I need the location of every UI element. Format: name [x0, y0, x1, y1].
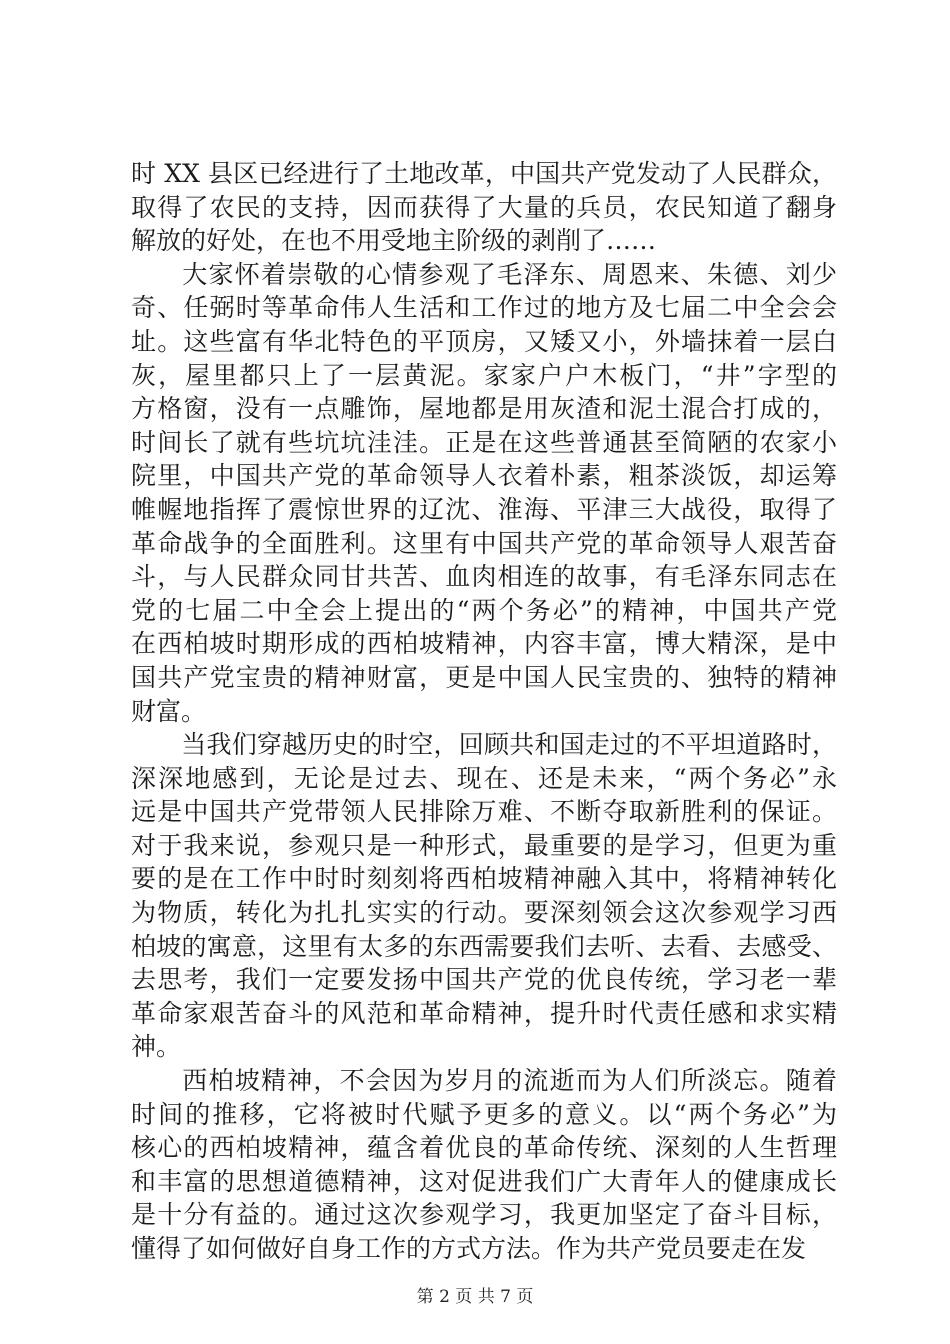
line-text: 帷幄地指挥了震惊世界的辽沈、淮海、平津三大战役，取得了	[131, 494, 837, 524]
line-text: 深深地感到，无论是过去、现在、还是未来，“两个务必”永	[131, 763, 837, 793]
paragraph	[131, 1064, 837, 1266]
line-text: 要的是在工作中时时刻刻将西柏坡精神融入其中，将精神转化	[131, 864, 837, 894]
text-line	[131, 359, 837, 393]
text-line	[131, 1198, 837, 1232]
text-line	[131, 627, 837, 661]
line-text: 财富。	[131, 696, 207, 726]
text-line	[131, 1030, 837, 1064]
line-text: 神。	[131, 1032, 182, 1062]
line-text: 斗，与人民群众同甘共苦、血肉相连的故事，有毛泽东同志在	[131, 562, 837, 592]
line-text: 国共产党宝贵的精神财富，更是中国人民宝贵的、独特的精神	[131, 662, 837, 692]
line-text: 当我们穿越历史的时空，回顾共和国走过的不平坦道路时，	[181, 730, 837, 760]
text-line	[131, 1064, 837, 1098]
text-line	[131, 1165, 837, 1199]
line-text: 去思考，我们一定要发扬中国共产党的优良传统，学习老一辈	[131, 965, 837, 995]
text-line	[131, 1232, 837, 1266]
line-text: 灰，屋里都只上了一层黄泥。家家户户木板门，“井”字型的	[131, 360, 837, 390]
line-text: 取得了农民的支持，因而获得了大量的兵员，农民知道了翻身	[131, 192, 837, 222]
line-text: 革命家艰苦奋斗的风范和革命精神，提升时代责任感和求实精	[131, 998, 837, 1028]
text-line	[131, 762, 837, 796]
text-line	[131, 594, 837, 628]
text-line	[131, 896, 837, 930]
line-text: 核心的西柏坡精神，蕴含着优良的革命传统、深刻的人生哲理	[131, 1133, 837, 1163]
text-line	[131, 258, 837, 292]
text-line	[131, 862, 837, 896]
paragraph	[131, 157, 837, 258]
document-body	[131, 157, 837, 1266]
text-line	[131, 795, 837, 829]
line-text: 时间长了就有些坑坑洼洼。正是在这些普通甚至简陋的农家小	[131, 427, 837, 457]
line-text: 懂得了如何做好自身工作的方式方法。作为共产党员要走在发	[131, 1234, 807, 1263]
text-line	[131, 191, 837, 225]
line-text: 为物质，转化为扎扎实实的行动。要深刻领会这次参观学习西	[131, 898, 837, 928]
line-text: 大家怀着崇敬的心情参观了毛泽东、周恩来、朱德、刘少	[181, 259, 837, 289]
line-text: 址。这些富有华北特色的平顶房，又矮又小，外墙抹着一层白	[131, 326, 837, 356]
text-line	[131, 930, 837, 964]
text-line	[131, 728, 837, 762]
text-line	[131, 997, 837, 1031]
line-text: 革命战争的全面胜利。这里有中国共产党的革命领导人艰苦奋	[131, 528, 837, 558]
line-text: 奇、任弼时等革命伟人生活和工作过的地方及七届二中全会会	[131, 293, 837, 323]
line-text: 远是中国共产党带领人民排除万难、不断夺取新胜利的保证。	[131, 797, 837, 827]
line-text: 和丰富的思想道德精神，这对促进我们广大青年人的健康成长	[131, 1166, 837, 1196]
line-text: 对于我来说，参观只是一种形式，最重要的是学习，但更为重	[131, 830, 837, 860]
line-text: 时 XX 县区已经进行了土地改革，中国共产党发动了人民群众，	[131, 159, 837, 188]
text-line	[131, 325, 837, 359]
text-line	[131, 560, 837, 594]
paragraph	[131, 258, 837, 728]
line-text: 院里，中国共产党的革命领导人衣着朴素，粗茶淡饭，却运筹	[131, 461, 837, 491]
text-line	[131, 1131, 837, 1165]
line-text: 党的七届二中全会上提出的“两个务必”的精神，中国共产党	[131, 595, 837, 625]
line-text: 在西柏坡时期形成的西柏坡精神，内容丰富，博大精深，是中	[131, 629, 837, 659]
text-line	[131, 392, 837, 426]
line-text: 方格窗，没有一点雕饰，屋地都是用灰渣和泥土混合打成的，	[131, 394, 837, 424]
line-text: 柏坡的寓意，这里有太多的东西需要我们去听、去看、去感受、	[131, 931, 837, 961]
text-line	[131, 1098, 837, 1132]
text-line	[131, 291, 837, 325]
text-line	[131, 426, 837, 460]
text-line	[131, 829, 837, 863]
line-text: 解放的好处，在也不用受地主阶级的剥削了……	[131, 226, 657, 256]
text-line	[131, 493, 837, 527]
page-footer: 第 2 页 共 7 页	[416, 1287, 534, 1307]
text-line	[131, 695, 837, 729]
text-line	[131, 527, 837, 561]
text-line	[131, 157, 837, 191]
line-text: 时间的推移，它将被时代赋予更多的意义。以“两个务必”为	[131, 1099, 837, 1129]
text-line	[131, 459, 837, 493]
text-line	[131, 224, 837, 258]
text-line	[131, 661, 837, 695]
line-text: 是十分有益的。通过这次参观学习，我更加坚定了奋斗目标，	[131, 1200, 837, 1230]
line-text: 西柏坡精神，不会因为岁月的流逝而为人们所淡忘。随着	[181, 1066, 837, 1096]
paragraph	[131, 728, 837, 1064]
text-line	[131, 963, 837, 997]
